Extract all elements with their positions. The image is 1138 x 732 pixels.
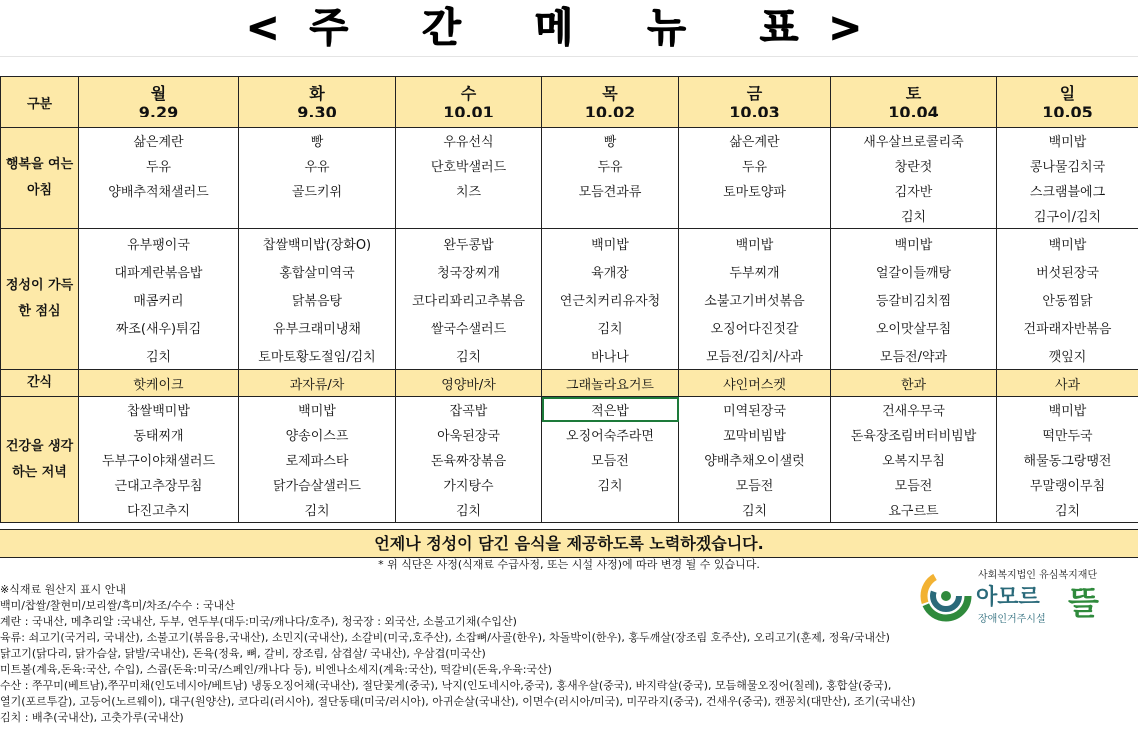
day-header[interactable]: [79, 77, 239, 128]
menu-cell[interactable]: 바나나: [542, 341, 679, 370]
menu-cell[interactable]: 김치: [396, 341, 542, 370]
menu-cell[interactable]: 백미밥: [679, 229, 831, 258]
day-label: 수: [460, 84, 477, 103]
menu-cell[interactable]: 김치: [239, 497, 396, 523]
day-label: 목: [602, 84, 618, 103]
banner-message: 언제나 정성이 담긴 음식을 제공하도록 노력하겠습니다.: [0, 529, 1138, 558]
menu-cell[interactable]: 콩나물김치국: [997, 153, 1138, 178]
menu-cell[interactable]: 안동찜닭: [997, 285, 1138, 313]
menu-cell[interactable]: 사과: [997, 370, 1138, 397]
menu-cell[interactable]: 백미밥: [831, 229, 997, 258]
menu-cell[interactable]: 완두콩밥: [396, 229, 542, 258]
menu-cell[interactable]: 얼갈이들깨탕: [831, 257, 997, 285]
menu-cell[interactable]: 다진고추지: [79, 497, 239, 523]
menu-cell[interactable]: 모듬전/김치/사과: [679, 341, 831, 370]
dinner-row: [1, 397, 1138, 423]
menu-cell[interactable]: 유부크래미냉채: [239, 313, 396, 341]
day-label: 금: [746, 84, 763, 103]
day-label: 월: [150, 84, 167, 103]
menu-cell[interactable]: 양배추채오이샐럿: [679, 447, 831, 472]
lunch-label: 정성이 가득한 점심: [1, 229, 79, 370]
menu-cell[interactable]: 연근치커리유자청: [542, 285, 679, 313]
dinner-row: [1, 472, 1138, 497]
lunch-row: [1, 313, 1138, 341]
menu-cell[interactable]: 코다리꽈리고추볶음: [396, 285, 542, 313]
menu-cell[interactable]: [79, 203, 239, 229]
menu-cell[interactable]: 빵: [542, 128, 679, 154]
menu-cell[interactable]: 아욱된장국: [396, 422, 542, 447]
origin-info: [0, 582, 916, 726]
menu-cell[interactable]: 닭가슴살샐러드: [239, 472, 396, 497]
day-header[interactable]: [396, 77, 542, 128]
logo-swirl-icon: [918, 568, 974, 624]
date-label: 10.03: [729, 105, 780, 117]
menu-cell[interactable]: 두유: [542, 153, 679, 178]
menu-cell[interactable]: 돈육장조림버터비빔밥: [831, 422, 997, 447]
logo-name-text: 아모르: [976, 585, 1040, 610]
breakfast-row: [1, 203, 1138, 229]
lunch-section: [1, 229, 1138, 370]
menu-cell[interactable]: 매콤커리: [79, 285, 239, 313]
origin-line: 수산 : 쭈꾸미(베트남),쭈꾸미채(인도네시아/베트남) 냉동오징어채(국내산), 절단꽃게(중국), 낙지(인도네시아,중국), 홍새우살(중국), 바지락살(중국), 모듬해물오징어(칠레), 홍합살(중국),: [0, 679, 892, 692]
day-label: 화: [309, 84, 325, 103]
snack-section: [1, 370, 1138, 397]
spreadsheet-row-band: [0, 56, 1138, 75]
menu-cell[interactable]: 건새우무국: [831, 397, 997, 423]
menu-cell[interactable]: 오징어다진젓갈: [679, 313, 831, 341]
logo-big-text: 뜰: [1068, 584, 1099, 622]
menu-cell[interactable]: 토마토양파: [679, 178, 831, 203]
menu-cell[interactable]: 로제파스타: [239, 447, 396, 472]
breakfast-row: [1, 153, 1138, 178]
snack-row: [1, 370, 1138, 397]
menu-cell[interactable]: 동태찌개: [79, 422, 239, 447]
breakfast-row: [1, 178, 1138, 203]
origin-line: 백미/찹쌀/찰현미/보리쌀/흑미/차조/수수 : 국내산: [0, 599, 235, 612]
breakfast-section: [1, 128, 1138, 229]
menu-cell[interactable]: [679, 203, 831, 229]
menu-cell[interactable]: 깻잎지: [997, 341, 1138, 370]
menu-cell[interactable]: 버섯된장국: [997, 257, 1138, 285]
menu-cell[interactable]: 우유선식: [396, 128, 542, 154]
dinner-row: [1, 422, 1138, 447]
origin-line: 닭고기(닭다리, 닭가슴살, 닭발/국내산), 돈육(정육, 뼈, 갈비, 장조림, 삼겹살/ 국내산), 우삼겹(미국산): [0, 647, 486, 660]
menu-cell[interactable]: 골드키위: [239, 178, 396, 203]
date-label: 9.30: [297, 105, 337, 117]
menu-cell[interactable]: 모듬전/약과: [831, 341, 997, 370]
logo-org-text: 사회복지법인 유심복지재단: [978, 570, 1098, 581]
breakfast-label: 행복을 여는 아침: [1, 128, 79, 229]
menu-cell[interactable]: 백미밥: [997, 128, 1138, 154]
menu-cell[interactable]: [396, 203, 542, 229]
menu-cell[interactable]: 닭볶음탕: [239, 285, 396, 313]
menu-cell[interactable]: [542, 497, 679, 523]
menu-cell[interactable]: 양배추적채샐러드: [79, 178, 239, 203]
menu-cell[interactable]: 소불고기버섯볶음: [679, 285, 831, 313]
menu-cell[interactable]: 돈육짜장볶음: [396, 447, 542, 472]
menu-cell[interactable]: 근대고추장무침: [79, 472, 239, 497]
day-label: 토: [905, 84, 922, 103]
menu-cell[interactable]: 떡만두국: [997, 422, 1138, 447]
day-header[interactable]: [239, 77, 396, 128]
menu-cell[interactable]: 우유: [239, 153, 396, 178]
menu-cell[interactable]: 요구르트: [831, 497, 997, 523]
day-header[interactable]: [542, 77, 679, 128]
date-label: 10.05: [1042, 105, 1093, 117]
menu-cell[interactable]: 빵: [239, 128, 396, 154]
snack-label: 간식: [1, 370, 79, 397]
logo-sub-text: 장애인거주시설: [978, 614, 1046, 625]
menu-cell[interactable]: 백미밥: [997, 397, 1138, 423]
menu-cell[interactable]: 백미밥: [997, 229, 1138, 258]
menu-cell[interactable]: 모듬견과류: [542, 178, 679, 203]
menu-cell[interactable]: 김치: [79, 341, 239, 370]
menu-cell[interactable]: 모듬전: [542, 447, 679, 472]
menu-cell[interactable]: [239, 203, 396, 229]
menu-cell[interactable]: 유부팽이국: [79, 229, 239, 258]
weekly-menu-table: [0, 76, 1138, 523]
menu-cell[interactable]: 육개장: [542, 257, 679, 285]
day-header[interactable]: [997, 77, 1138, 128]
menu-cell[interactable]: 치즈: [396, 178, 542, 203]
menu-cell[interactable]: 김치: [831, 203, 997, 229]
menu-cell[interactable]: 김치: [396, 497, 542, 523]
menu-cell[interactable]: 김자반: [831, 178, 997, 203]
lunch-row: [1, 257, 1138, 285]
menu-cell[interactable]: 김치: [679, 497, 831, 523]
date-label: 9.29: [138, 105, 179, 117]
menu-cell[interactable]: 모듬전: [679, 472, 831, 497]
menu-cell[interactable]: 김치: [542, 313, 679, 341]
page-title: <주 간 메 뉴 표>: [246, 5, 892, 51]
date-label: 10.02: [584, 105, 636, 117]
origin-line: 김치 : 배추(국내산), 고춧가루(국내산): [0, 711, 184, 724]
menu-cell[interactable]: 한과: [831, 370, 997, 397]
lunch-row: [1, 285, 1138, 313]
menu-cell[interactable]: 두부구이야채샐러드: [79, 447, 239, 472]
menu-cell[interactable]: 두유: [679, 153, 831, 178]
menu-cell[interactable]: 모듬전: [831, 472, 997, 497]
day-header[interactable]: [831, 77, 997, 128]
menu-cell[interactable]: 오징어숙주라면: [542, 422, 679, 447]
header-row: [1, 77, 1138, 128]
menu-cell[interactable]: 적은밥: [542, 397, 679, 423]
menu-cell[interactable]: 대파계란볶음밥: [79, 257, 239, 285]
menu-cell[interactable]: 삶은계란: [679, 128, 831, 154]
dinner-label: 건강을 생각하는 저녁: [1, 397, 79, 523]
menu-cell[interactable]: 해물동그랑땡전: [997, 447, 1138, 472]
menu-cell[interactable]: 청국장찌개: [396, 257, 542, 285]
menu-cell[interactable]: 과자류/차: [239, 370, 396, 397]
menu-cell[interactable]: 등갈비김치찜: [831, 285, 997, 313]
menu-cell[interactable]: 김구이/김치: [997, 203, 1138, 229]
menu-cell[interactable]: 단호박샐러드: [396, 153, 542, 178]
menu-cell[interactable]: 백미밥: [239, 397, 396, 423]
menu-cell[interactable]: 미역된장국: [679, 397, 831, 423]
day-header[interactable]: [679, 77, 831, 128]
menu-cell[interactable]: 오복지무침: [831, 447, 997, 472]
menu-cell[interactable]: 쌀국수샐러드: [396, 313, 542, 341]
origin-line: 계란 : 국내산, 메추리알 :국내산, 두부, 연두부(대두:미국/캐나다/호주), 청국장 : 외국산, 소불고기채(수입산): [0, 615, 517, 628]
menu-cell[interactable]: [542, 203, 679, 229]
date-label: 10.04: [888, 105, 939, 117]
menu-cell[interactable]: 두부찌개: [679, 257, 831, 285]
menu-cell[interactable]: 잡곡밥: [396, 397, 542, 423]
menu-cell[interactable]: 오이맛살무침: [831, 313, 997, 341]
lunch-row: [1, 341, 1138, 370]
menu-cell[interactable]: 그래놀라요거트: [542, 370, 679, 397]
menu-cell[interactable]: 짜조(새우)튀김: [79, 313, 239, 341]
menu-cell[interactable]: 두유: [79, 153, 239, 178]
foundation-logo: [918, 562, 1128, 632]
menu-cell[interactable]: 핫케이크: [79, 370, 239, 397]
origin-line: 미트볼(계육,돈육:국산, 수입), 스콥(돈육:미국/스페인/캐나다 등), 비엔나소세지(계육:국산), 떡갈비(돈육,우육:국산): [0, 663, 552, 676]
menu-cell[interactable]: 꼬막비빔밥: [679, 422, 831, 447]
origin-heading: ※식재료 원산지 표시 안내: [0, 583, 126, 596]
menu-cell[interactable]: 무말랭이무침: [997, 472, 1138, 497]
date-label: 10.01: [443, 105, 494, 117]
menu-cell[interactable]: 창란젓: [831, 153, 997, 178]
menu-cell[interactable]: 김치: [542, 472, 679, 497]
change-notice: * 위 식단은 사정(식재료 수급사정, 또는 시설 사정)에 따라 변경 될 수 있습니다.: [378, 558, 760, 571]
menu-cell[interactable]: 영양바/차: [396, 370, 542, 397]
lunch-row: [1, 229, 1138, 258]
gubun-header: 구분: [1, 77, 79, 128]
menu-cell[interactable]: 찹쌀백미밥(장화O): [239, 229, 396, 258]
menu-cell[interactable]: 건파래자반볶음: [997, 313, 1138, 341]
menu-cell[interactable]: 스크램블에그: [997, 178, 1138, 203]
dinner-section: [1, 397, 1138, 523]
origin-line: 열기(포르투갈), 고등어(노르웨이), 대구(원양산), 코다리(러시아), 절단동태(미국/러시아), 아귀순살(국내산), 이면수(러시아/미국), 미꾸라지(중국), 건새우(중국), 캔꽁치(대만산), 조기(국내산): [0, 695, 916, 708]
dinner-row: [1, 447, 1138, 472]
menu-cell[interactable]: 가지탕수: [396, 472, 542, 497]
menu-cell[interactable]: 삶은계란: [79, 128, 239, 154]
day-label: 일: [1059, 84, 1076, 103]
breakfast-row: [1, 128, 1138, 154]
menu-cell[interactable]: 샤인머스켓: [679, 370, 831, 397]
menu-cell[interactable]: 양송이스프: [239, 422, 396, 447]
menu-cell[interactable]: 찹쌀백미밥: [79, 397, 239, 423]
menu-cell[interactable]: 백미밥: [542, 229, 679, 258]
menu-cell[interactable]: 새우살브로콜리죽: [831, 128, 997, 154]
menu-cell[interactable]: 토마토황도절임/김치: [239, 341, 396, 370]
menu-cell[interactable]: 홍합살미역국: [239, 257, 396, 285]
origin-line: 육류: 쇠고기(국거리, 국내산), 소불고기(볶음용,국내산), 소민지(국내산), 소갈비(미국,호주산), 소잡뼈/사골(한우), 차돌박이(한우), 홍두깨살(장조림 호주산), 오리고기(훈제, 정육/국내산): [0, 631, 890, 644]
menu-cell[interactable]: 김치: [997, 497, 1138, 523]
dinner-row: [1, 497, 1138, 523]
